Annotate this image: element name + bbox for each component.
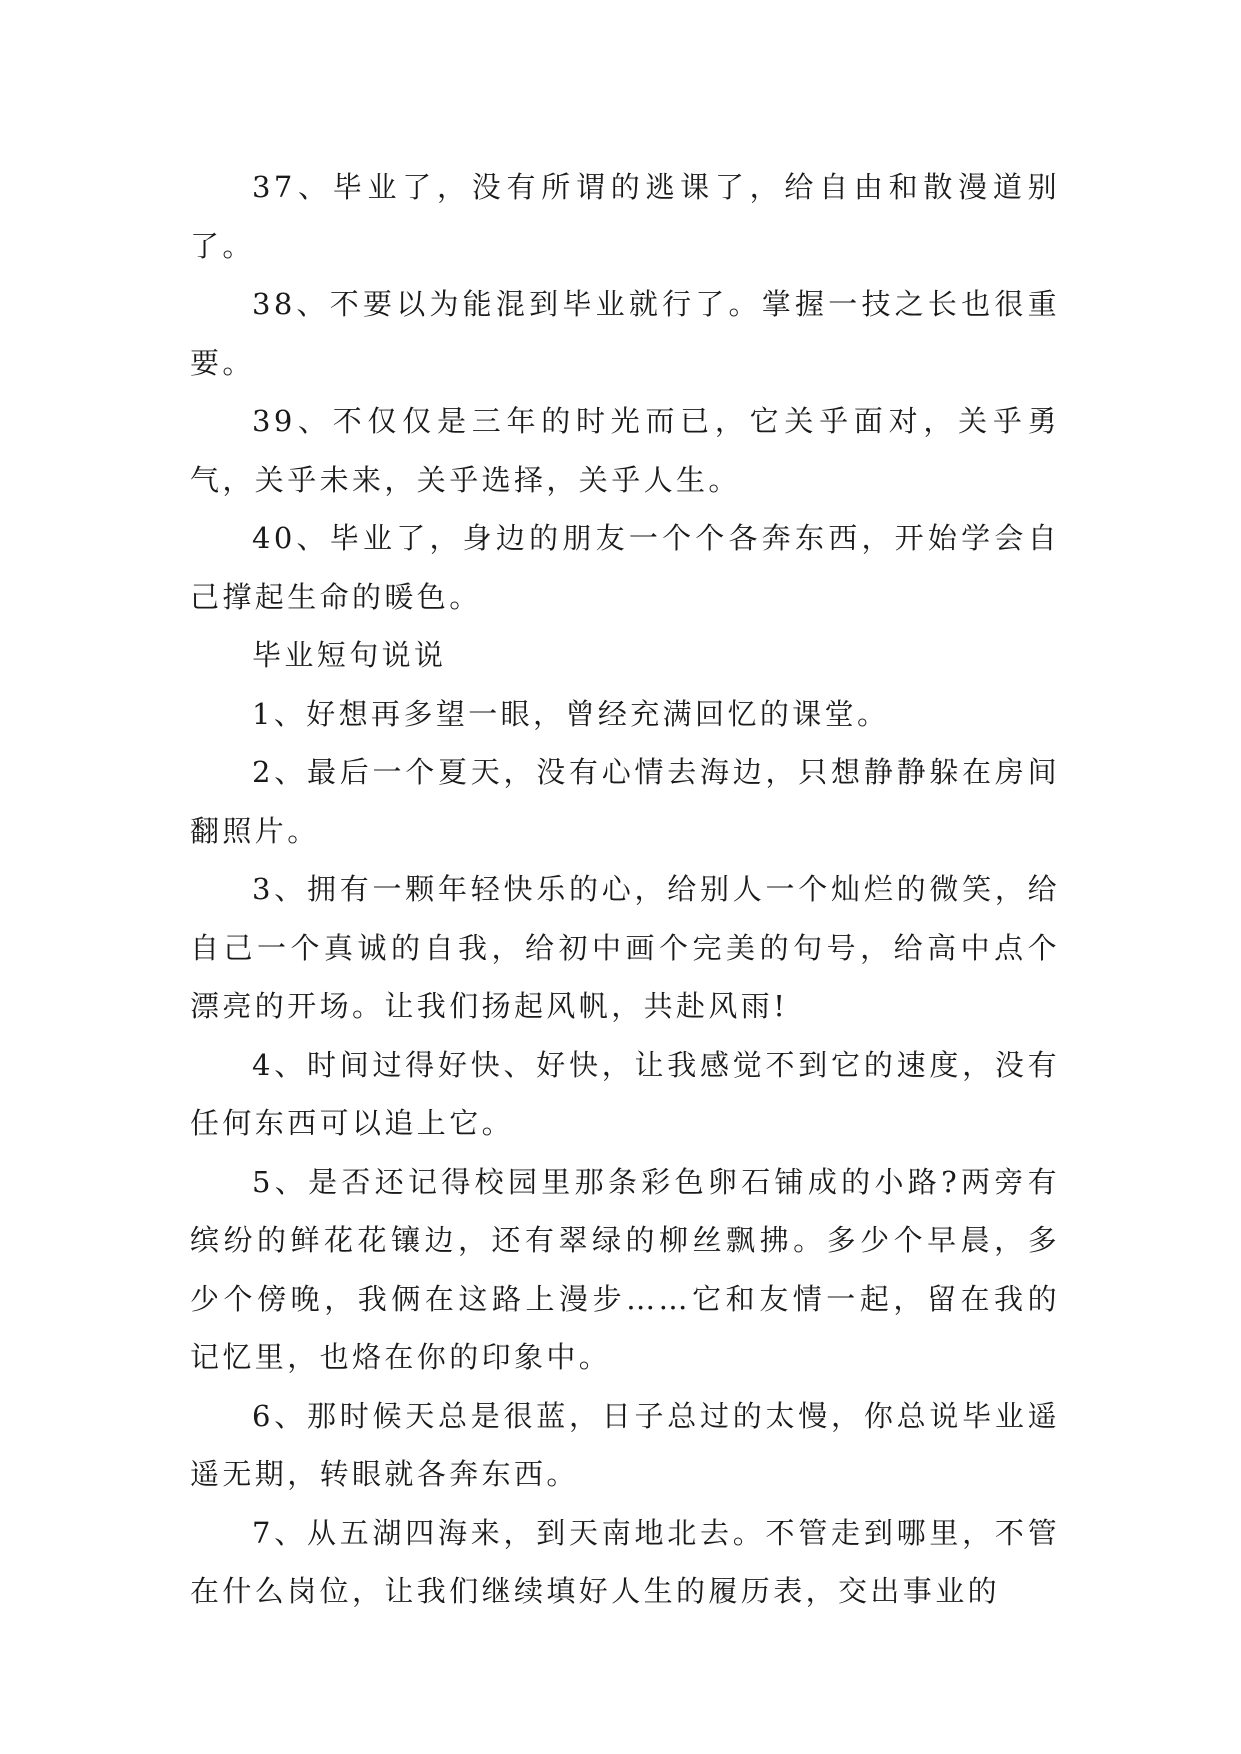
paragraph-quote-7: 7、从五湖四海来，到天南地北去。不管走到哪里，不管在什么岗位，让我们继续填好人生的履历表，交出事业的: [190, 1515, 1060, 1608]
paragraph-quote-5: 5、是否还记得校园里那条彩色卵石铺成的小路?两旁有缤纷的鲜花花镶边，还有翠绿的柳丝飘拂。多少个早晨，多少个傍晚，我俩在这路上漫步……它和友情一起，留在我的记忆里，也烙在你的印象中。: [190, 1164, 1060, 1374]
paragraph-quote-3: 3、拥有一颗年轻快乐的心，给别人一个灿烂的微笑，给自己一个真诚的自我，给初中画个完美的句号，给高中点个漂亮的开场。让我们扬起风帆，共赴风雨!: [190, 872, 1060, 1023]
document-body: [190, 158, 1060, 1621]
paragraph-quote-40: 40、毕业了，身边的朋友一个个各奔东西，开始学会自己撑起生命的暖色。: [190, 521, 1060, 614]
section-heading: 毕业短句说说: [252, 638, 447, 672]
paragraph-quote-6: 6、那时候天总是很蓝，日子总过的太慢，你总说毕业遥遥无期，转眼就各奔东西。: [190, 1398, 1060, 1491]
paragraph-quote-39: 39、不仅仅是三年的时光而已，它关乎面对，关乎勇气，关乎未来，关乎选择，关乎人生。: [190, 404, 1060, 497]
paragraph-quote-4: 4、时间过得好快、好快，让我感觉不到它的速度，没有任何东西可以追上它。: [190, 1047, 1060, 1140]
paragraph-quote-1: 1、好想再多望一眼，曾经充满回忆的课堂。: [252, 696, 890, 731]
paragraph-quote-2: 2、最后一个夏天，没有心情去海边，只想静静躲在房间翻照片。: [190, 755, 1060, 848]
paragraph-quote-38: 38、不要以为能混到毕业就行了。掌握一技之长也很重要。: [190, 287, 1060, 380]
paragraph-quote-37: 37、毕业了，没有所谓的逃课了，给自由和散漫道别了。: [190, 170, 1060, 263]
